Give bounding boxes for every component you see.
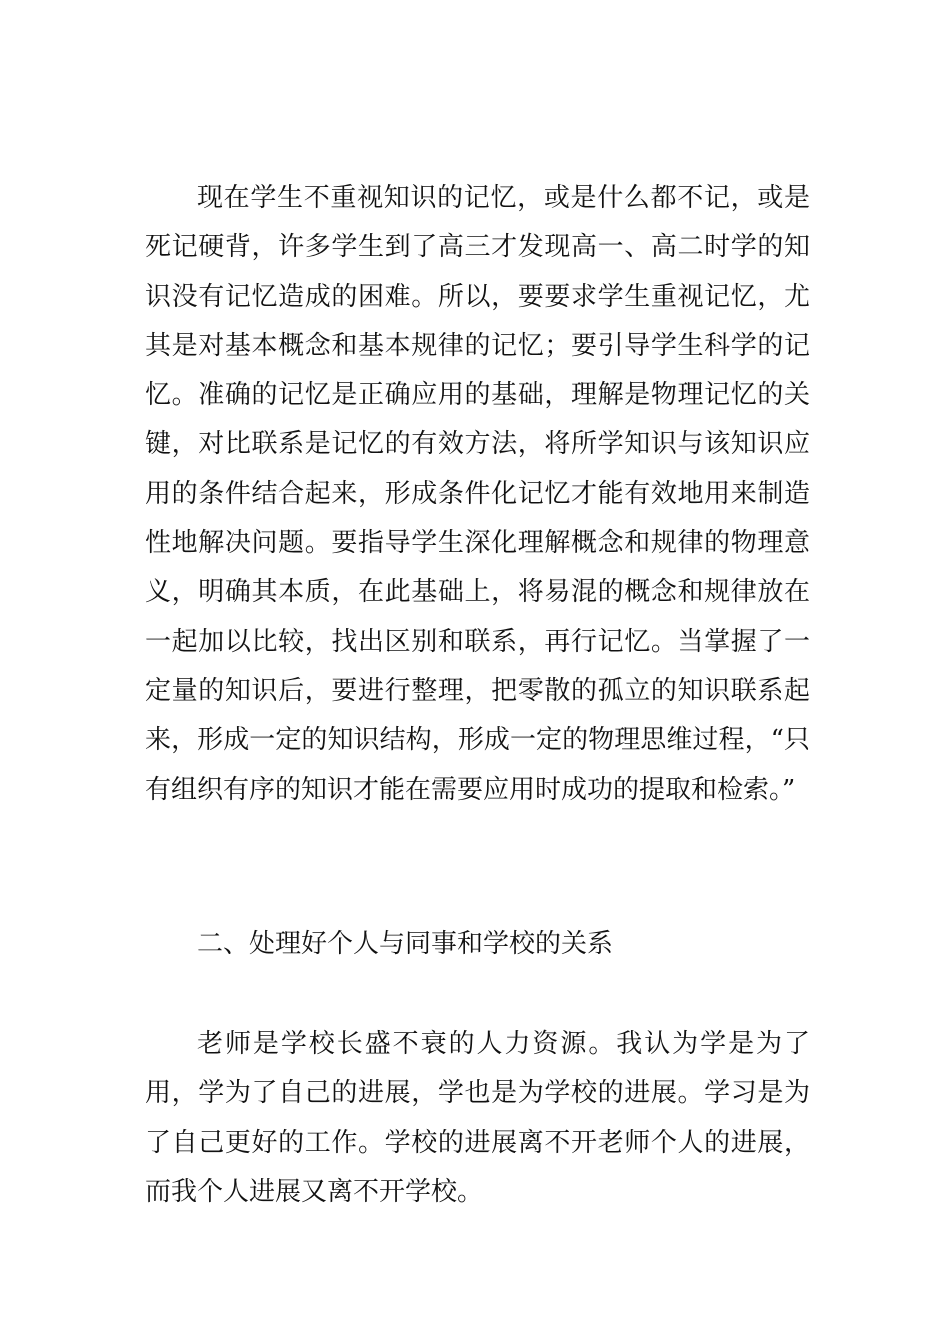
body-paragraph-teachers: 老师是学校长盛不衰的人力资源。我认为学是为了用，学为了自己的进展，学也是为学校的进展。学习是为了自己更好的工作。学校的进展离不开老师个人的进展，而我个人进展又离不开学校。: [145, 1029, 810, 1207]
body-paragraph-memory: 现在学生不重视知识的记忆，或是什么都不记，或是死记硬背，许多学生到了高三才发现高一、高二时学的知识没有记忆造成的困难。所以，要要求学生重视记忆，尤其是对基本概念和基本规律的记忆；要引导学生科学的记忆。准确的记忆是正确应用的基础，理解是物理记忆的关键，对比联系是记忆的有效方法，将所学知识与该知识应用的条件结合起来，形成条件化记忆才能有效地用来制造性地解决问题。要指导学生深化理解概念和规律的物理意义，明确其本质，在此基础上，将易混的概念和规律放在一起加以比较，找出区别和联系，再行记忆。当掌握了一定量的知识后，要进行整理，把零散的孤立的知识联系起来，形成一定的知识结构，形成一定的物理思维过程，“只有组织有序的知识才能在需要应用时成功的提取和检索。”: [145, 183, 810, 805]
section-heading: 二、处理好个人与同事和学校的关系: [197, 929, 614, 959]
